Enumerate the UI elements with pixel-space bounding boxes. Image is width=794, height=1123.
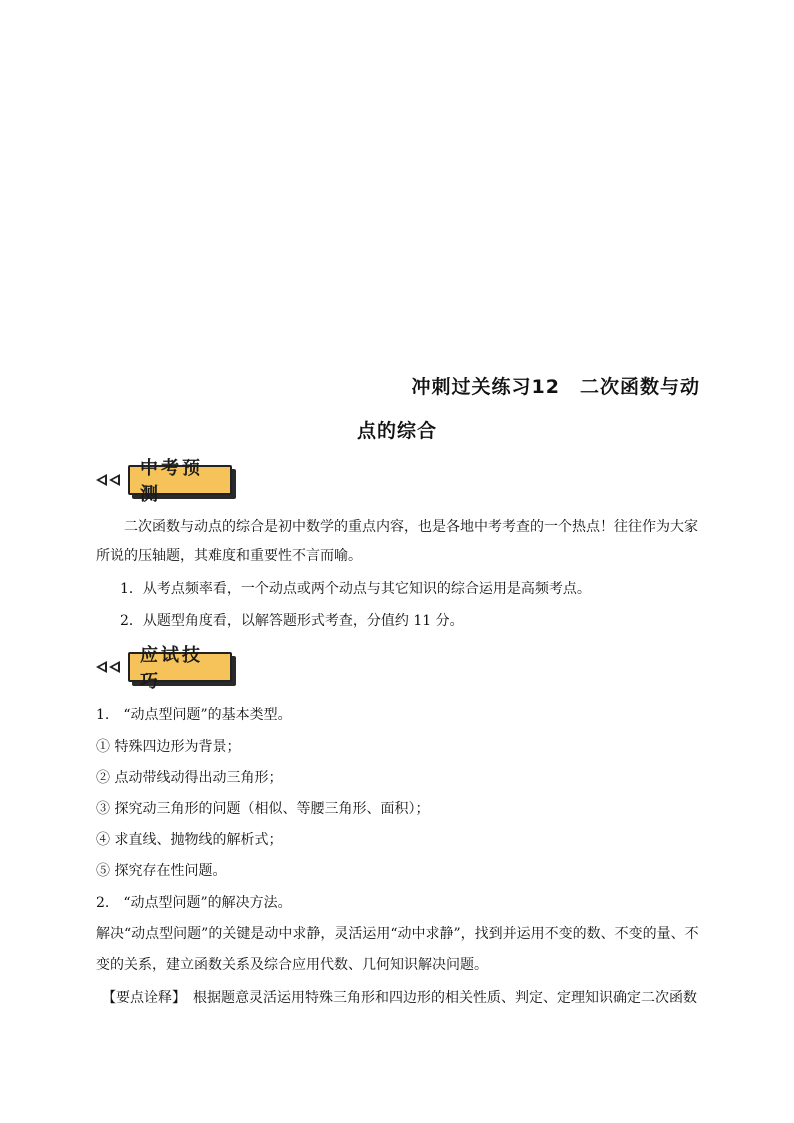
forecast-intro-line-1: 二次函数与动点的综合是初中数学的重点内容，也是各地中考考查的一个热点！往往作为大家 [124, 519, 698, 535]
forecast-intro-line-2: 所说的压轴题，其难度和重要性不言而喻。 [96, 548, 362, 564]
section-banner-forecast [96, 458, 232, 505]
tips-method-line-1: 解决“动点型问题”的关键是动中求静，灵活运用“动中求静”，找到并运用不变的数、不变的量、不 [96, 926, 699, 942]
page-title-line-1: 冲刺过关练习12 二次函数与动 [411, 376, 700, 398]
tips-heading-2: 2. “动点型问题”的解决方法。 [96, 895, 292, 911]
page-title-line-2: 点的综合 [356, 420, 437, 442]
tips-heading-1: 1. “动点型问题”的基本类型。 [96, 707, 292, 723]
tips-item: ② 点动带线动得出动三角形； [96, 770, 283, 786]
tips-item: ⑤ 探究存在性问题。 [96, 863, 227, 879]
tips-method-line-2: 变的关系，建立函数关系及综合应用代数、几何知识解决问题。 [96, 957, 488, 973]
tips-note-line: 【要点诠释】 根据题意灵活运用特殊三角形和四边形的相关性质、判定、定理知识确定二次函数 [102, 990, 697, 1006]
forecast-point-2: 2．从题型角度看，以解答题形式考查，分值约 11 分。 [120, 613, 464, 629]
tips-item: ④ 求直线、抛物线的解析式； [96, 832, 283, 848]
forecast-point-1: 1．从考点频率看，一个动点或两个动点与其它知识的综合运用是高频考点。 [120, 581, 591, 597]
section-label-box [128, 458, 232, 505]
tips-item: ① 特殊四边形为背景； [96, 739, 241, 755]
double-left-arrow-icon [96, 473, 122, 487]
section-banner-tips [96, 645, 232, 692]
double-left-arrow-icon [96, 660, 122, 674]
tips-item: ③ 探究动三角形的问题（相似、等腰三角形、面积）； [96, 801, 430, 817]
section-label-box [128, 645, 232, 692]
section-title-tips: 应试技巧 [140, 645, 203, 692]
section-title-forecast: 中考预测 [140, 458, 203, 505]
